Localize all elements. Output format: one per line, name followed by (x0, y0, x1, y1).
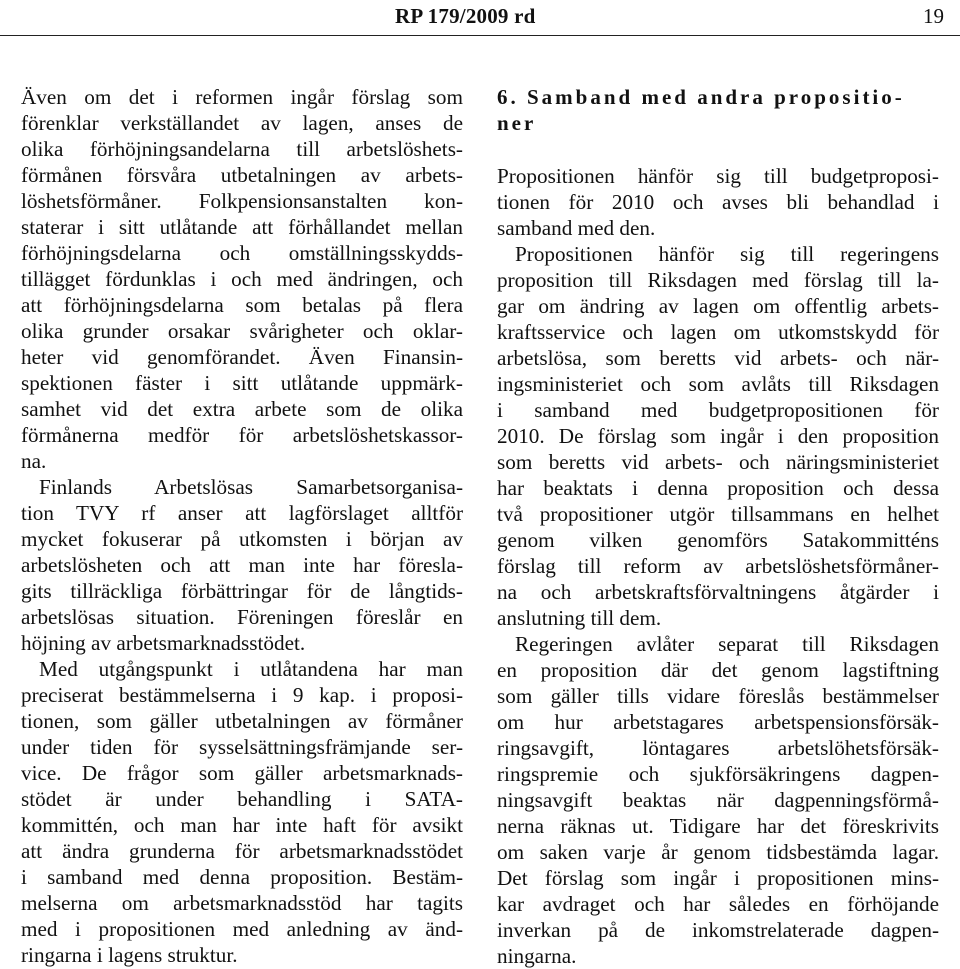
text-line: tion TVY rf anser att lagförslaget alltför (21, 501, 463, 525)
text-line: i samband med budgetpropositionen för (497, 398, 939, 422)
text-line: att ändra grunderna för arbetsmarknadsstödet (21, 839, 463, 863)
text-line: stödet är under behandling i SATA- (21, 787, 463, 811)
text-line: Med utgångspunkt i utlåtandena har man (39, 657, 463, 681)
text-line: kommittén, och man har inte haft för avsikt (21, 813, 463, 837)
text-line: genom vilken genomförs Satakommitténs (497, 528, 939, 552)
text-line: ningsavgift beaktas när dagpenningsförmå- (497, 788, 939, 812)
header-rule (0, 35, 960, 36)
text-line: kraftsservice och lagen om utkomstskydd för (497, 320, 939, 344)
text-line: Det förslag som ingår i propositionen mins- (497, 866, 939, 890)
text-line: spektionen fäster i sitt utlåtande uppmärk- (21, 371, 463, 395)
text-line: gar om ändring av lagen om offentlig arbets- (497, 294, 939, 318)
text-line: förenklar verkställandet av lagen, anses de (21, 111, 463, 135)
text-line: förslag till reform av arbetslöshetsförmåner- (497, 554, 939, 578)
text-line: samhet vid det extra arbete som de olika (21, 397, 463, 421)
paragraph (21, 474, 463, 656)
text-line: förmånen försvåra utbetalningen av arbets- (21, 163, 463, 187)
text-line: att förhöjningsdelarna som betalas på flera (21, 293, 463, 317)
paragraph (497, 241, 939, 631)
text-line: melserna om arbetsmarknadsstöd har tagits (21, 891, 463, 915)
left-column (21, 84, 463, 968)
text-line: två propositioner utgör tillsammans en helhet (497, 502, 939, 526)
text-line: ringsavgift, löntagares arbetslöhetsförsäk- (497, 736, 939, 760)
text-line: tionen för 2010 och avses bli behandlad i (497, 190, 939, 214)
text-line: arbetslösa, som beretts vid arbets- och när- (497, 346, 939, 370)
page-number: 19 (923, 4, 944, 28)
paragraph (21, 656, 463, 968)
text-line: löshetsförmåner. Folkpensionsanstalten kon- (21, 189, 463, 213)
heading-line: ner (497, 111, 537, 135)
text-line: tillägget fördunklas i och med ändringen, och (21, 267, 463, 291)
heading-line: 6. Samband med andra propositio- (497, 85, 905, 109)
text-line: arbetslösheten och att man inte har föresla- (21, 553, 463, 577)
text-line: kar avdraget och har således en förhöjande (497, 892, 939, 916)
text-line: olika förhöjningsandelarna till arbetslöshets- (21, 137, 463, 161)
text-line: proposition till Riksdagen med förslag till la- (497, 268, 939, 292)
text-line: samband med den. (497, 216, 656, 240)
paragraph (21, 84, 463, 474)
text-line: i samband med denna proposition. Bestäm- (21, 865, 463, 889)
right-column (497, 84, 939, 969)
text-line: inverkan på de inkomstrelaterade dagpen- (497, 918, 939, 942)
text-line: Propositionen hänför sig till budgetproposi- (497, 164, 939, 188)
text-line: med i propositionen med anledning av änd- (21, 917, 463, 941)
text-line: förmånerna medför för arbetslöshetskassor- (21, 423, 463, 447)
document-title: RP 179/2009 rd (395, 4, 536, 28)
text-line: ningarna. (497, 944, 577, 968)
text-line: om hur arbetstagares arbetspensionsförsäk- (497, 710, 939, 734)
page-header (0, 4, 960, 34)
text-line: na och arbetskraftsförvaltningens åtgärder i (497, 580, 939, 604)
text-line: en proposition där det genom lagstiftning (497, 658, 939, 682)
paragraph (497, 631, 939, 969)
text-line: om saken varje år genom tidsbestämda lagar. (497, 840, 939, 864)
text-line: höjning av arbetsmarknadsstödet. (21, 631, 306, 655)
text-line: Regeringen avlåter separat till Riksdagen (515, 632, 939, 656)
text-line: förhöjningsdelarna och omställningsskydds- (21, 241, 463, 265)
section-heading (497, 84, 939, 136)
text-line: mycket fokuserar på utkomsten i början av (21, 527, 463, 551)
text-line: nerna räknas ut. Tidigare har det föreskrivits (497, 814, 939, 838)
text-line: anslutning till dem. (497, 606, 662, 630)
text-line: arbetslösas situation. Föreningen föreslår en (21, 605, 463, 629)
text-line: preciserat bestämmelserna i 9 kap. i proposi- (21, 683, 463, 707)
text-line: vice. De frågor som gäller arbetsmarknads- (21, 761, 463, 785)
text-line: heter vid genomförandet. Även Finansin- (21, 345, 463, 369)
text-line: 2010. De förslag som ingår i den proposition (497, 424, 939, 448)
text-line: ringspremie och sjukförsäkringens dagpen- (497, 762, 939, 786)
text-line: som beretts vid arbets- och näringsministeriet (497, 450, 939, 474)
paragraph (497, 163, 939, 241)
text-line: staterar i sitt utlåtande att förhållandet mellan (21, 215, 463, 239)
right-paragraphs (497, 163, 939, 969)
text-line: ingsministeriet och som avlåts till Riksdagen (497, 372, 939, 396)
text-line: har beaktats i denna proposition och dessa (497, 476, 939, 500)
text-line: Finlands Arbetslösas Samarbetsorganisa- (39, 475, 463, 499)
text-line: som gäller tills vidare föreslås bestämmelser (497, 684, 939, 708)
text-line: tionen, som gäller utbetalningen av förmåner (21, 709, 463, 733)
text-line: Propositionen hänför sig till regeringens (515, 242, 939, 266)
text-line: na. (21, 449, 47, 473)
text-line: Även om det i reformen ingår förslag som (21, 85, 463, 109)
text-line: under tiden för sysselsättningsfrämjande ser- (21, 735, 463, 759)
text-line: olika grunder orsakar svårigheter och oklar- (21, 319, 463, 343)
text-line: ringarna i lagens struktur. (21, 943, 238, 967)
text-line: gits tillräckliga förbättringar för de långtids- (21, 579, 463, 603)
